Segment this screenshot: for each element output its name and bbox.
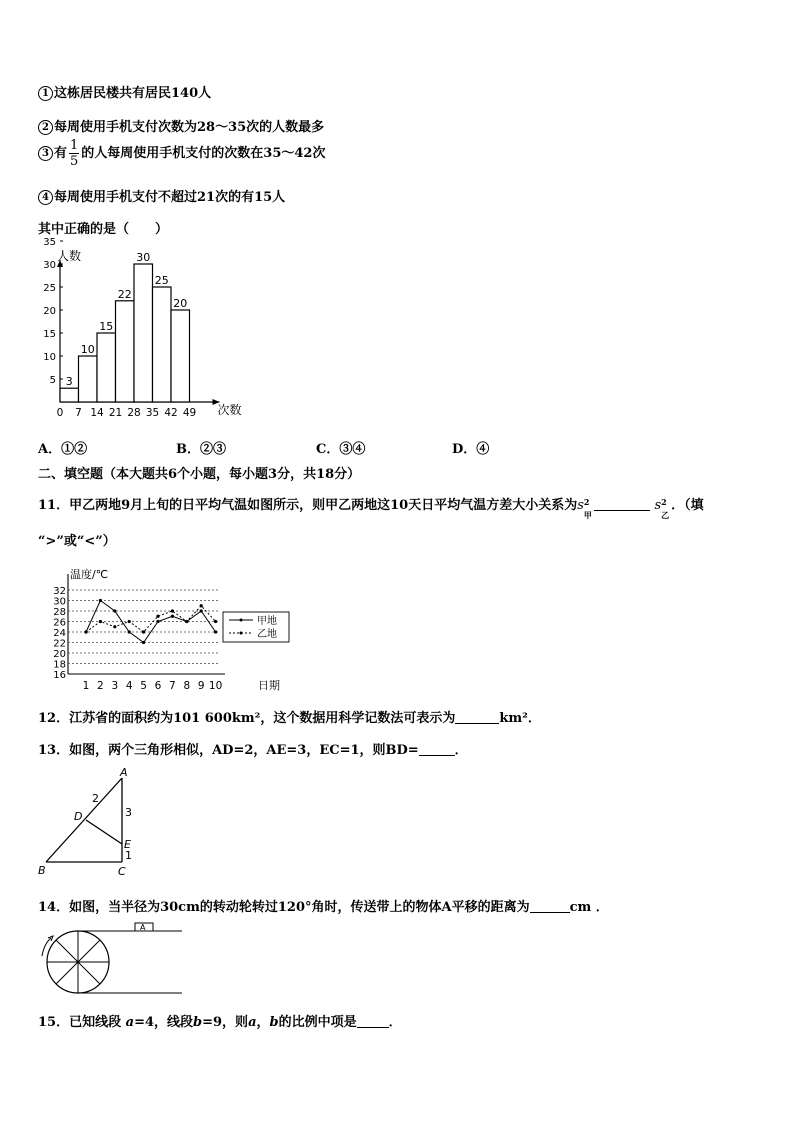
y-tick-label: 22 <box>53 638 66 650</box>
circled-number: 3 <box>38 146 53 161</box>
legend-marker <box>240 619 243 622</box>
histogram-bar <box>97 333 116 402</box>
x-tick-label: 0 <box>56 407 64 419</box>
question-prompt: 其中正确的是（ ） <box>38 222 169 237</box>
histogram-bar <box>79 356 98 402</box>
circled-number: 2 <box>38 120 53 135</box>
rotation-arrow-icon <box>42 938 51 956</box>
length-ec: 1 <box>125 849 132 862</box>
histogram-bar <box>153 287 172 402</box>
data-point <box>214 620 217 623</box>
fraction-one-fifth: $\frac{1}{5}$ <box>70 138 79 169</box>
histogram-bar <box>60 388 79 402</box>
x-tick-label: 49 <box>182 407 197 419</box>
x-tick-label: 14 <box>90 407 104 419</box>
x-tick-label: 2 <box>97 680 104 692</box>
legend-label: 甲地 <box>257 616 277 627</box>
segment-ab <box>46 778 122 862</box>
y-tick-label: 30 <box>43 260 56 271</box>
temperature-line-chart <box>40 566 300 694</box>
question-13: 13．如图，两个三角形相似，AD=2，AE=3，EC=1，则BD= ． <box>38 743 468 758</box>
series-line-yi <box>86 606 216 632</box>
data-point <box>128 620 131 623</box>
data-point <box>214 630 217 633</box>
data-point <box>113 609 116 612</box>
data-point <box>113 625 116 628</box>
data-point <box>84 630 87 633</box>
legend-label: 乙地 <box>257 629 277 640</box>
data-point <box>156 620 159 623</box>
x-axis-label: 日期 <box>258 679 280 692</box>
data-point <box>200 609 203 612</box>
answer-blank-13[interactable] <box>419 755 455 756</box>
circled-number: 4 <box>38 190 53 205</box>
bar-value-label: 25 <box>154 274 169 287</box>
histogram-chart <box>30 237 242 421</box>
y-tick-label: 15 <box>43 329 56 340</box>
x-tick-label: 42 <box>164 407 178 419</box>
segment-de <box>86 820 122 844</box>
x-tick-label: 7 <box>169 680 176 692</box>
statement-4: 4 每周使用手机支付不超过21次的有15人 <box>38 186 285 205</box>
x-tick-label: 7 <box>75 407 82 419</box>
x-tick-label: 35 <box>145 407 160 419</box>
data-point <box>99 599 102 602</box>
option-a[interactable]: A．①② <box>38 442 88 457</box>
x-tick-label: 5 <box>140 680 147 692</box>
similar-triangles-figure <box>36 764 146 878</box>
label-b: B <box>38 864 46 877</box>
y-tick-label: 30 <box>53 596 66 608</box>
statement-3: 3 有 $\frac{1}{5}$ 的人每周使用手机支付的次数在35～42次 <box>38 138 325 169</box>
y-tick-label: 20 <box>53 649 66 660</box>
x-tick-label: 4 <box>125 680 133 692</box>
y-axis-label: 温度/℃ <box>70 568 109 581</box>
answer-blank-15[interactable] <box>357 1027 389 1028</box>
option-b[interactable]: B．②③ <box>176 442 227 457</box>
y-tick-label: 5 <box>49 375 56 386</box>
y-tick-label: 25 <box>43 283 56 294</box>
bar-value-label: 20 <box>173 297 188 310</box>
histogram-bar <box>171 310 190 402</box>
section-heading: 二、填空题（本大题共6个小题，每小题3分，共18分） <box>38 467 361 482</box>
y-tick-label: 26 <box>53 617 66 629</box>
data-point <box>99 620 102 623</box>
y-tick-label: 32 <box>53 586 66 597</box>
y-tick-label: 16 <box>53 670 66 681</box>
y-tick-label: 35 <box>43 237 56 248</box>
y-tick-label: 18 <box>53 659 66 671</box>
answer-blank-11[interactable] <box>594 510 650 511</box>
wheel-belt-figure <box>36 920 188 1000</box>
question-11: 11．甲乙两地9月上旬的日平均气温如图所示，则甲乙两地这10天日平均气温方差大小关系为s 2 甲 s 2 乙 ．（填 <box>38 497 704 520</box>
statement-2: 2 每周使用手机支付次数为28～35次的人数最多 <box>38 116 324 135</box>
x-tick-label: 8 <box>183 680 191 692</box>
statement-1: 1 这栋居民楼共有居民140人 <box>38 82 211 101</box>
label-e: E <box>124 838 131 851</box>
x-tick-label: 10 <box>208 680 223 692</box>
x-tick-label: 21 <box>108 407 123 419</box>
bar-value-label: 15 <box>99 320 114 333</box>
legend-marker <box>240 632 243 635</box>
x-tick-label: 28 <box>127 407 141 419</box>
y-tick-label: 10 <box>43 352 56 363</box>
data-point <box>171 615 174 618</box>
bar-value-label: 10 <box>80 343 95 356</box>
legend-box <box>223 612 289 642</box>
option-d[interactable]: D．④ <box>452 442 490 457</box>
data-point <box>185 620 188 623</box>
x-axis-label: 次数 <box>217 403 242 417</box>
length-ad: 2 <box>92 792 99 805</box>
data-point <box>200 604 203 607</box>
bar-value-label: 30 <box>136 251 151 264</box>
data-point <box>142 641 145 644</box>
bar-value-label: 3 <box>65 375 73 389</box>
length-ae: 3 <box>125 806 132 819</box>
option-c[interactable]: C．③④ <box>316 442 366 457</box>
data-point <box>128 630 131 633</box>
circled-number: 1 <box>38 86 53 101</box>
y-tick-label: 24 <box>53 628 66 639</box>
label-d: D <box>74 810 83 823</box>
wheel-spokes <box>47 931 109 993</box>
question-14: 14．如图，当半径为30cm的转动轮转过120°角时，传送带上的物体A平移的距离为 cm ． <box>38 900 609 915</box>
question-15: 15．已知线段 a=4，线段b=9，则a，b的比例中项是 ． <box>38 1015 402 1030</box>
y-axis-label: 人数 <box>57 249 82 263</box>
answer-blank-14[interactable] <box>530 912 570 913</box>
question-11-cont: “>”或“<”） <box>38 534 116 549</box>
question-12: 12．江苏省的面积约为101 600km²，这个数据用科学记数法可表示为 km²． <box>38 711 541 726</box>
object-a-label: A <box>140 923 146 932</box>
histogram-bar <box>116 301 135 402</box>
x-tick-label: 6 <box>154 680 162 692</box>
data-point <box>142 630 145 633</box>
x-tick-label: 3 <box>111 680 119 692</box>
x-tick-label: 1 <box>82 680 90 692</box>
data-point <box>156 615 159 618</box>
histogram-bar <box>134 264 153 402</box>
answer-blank-12[interactable] <box>455 723 499 724</box>
y-tick-label: 28 <box>53 607 66 618</box>
label-c: C <box>118 865 126 878</box>
label-a: A <box>120 766 128 779</box>
data-point <box>171 609 174 612</box>
y-tick-label: 20 <box>43 306 56 317</box>
bar-value-label: 22 <box>117 287 132 301</box>
x-tick-label: 9 <box>197 680 205 692</box>
